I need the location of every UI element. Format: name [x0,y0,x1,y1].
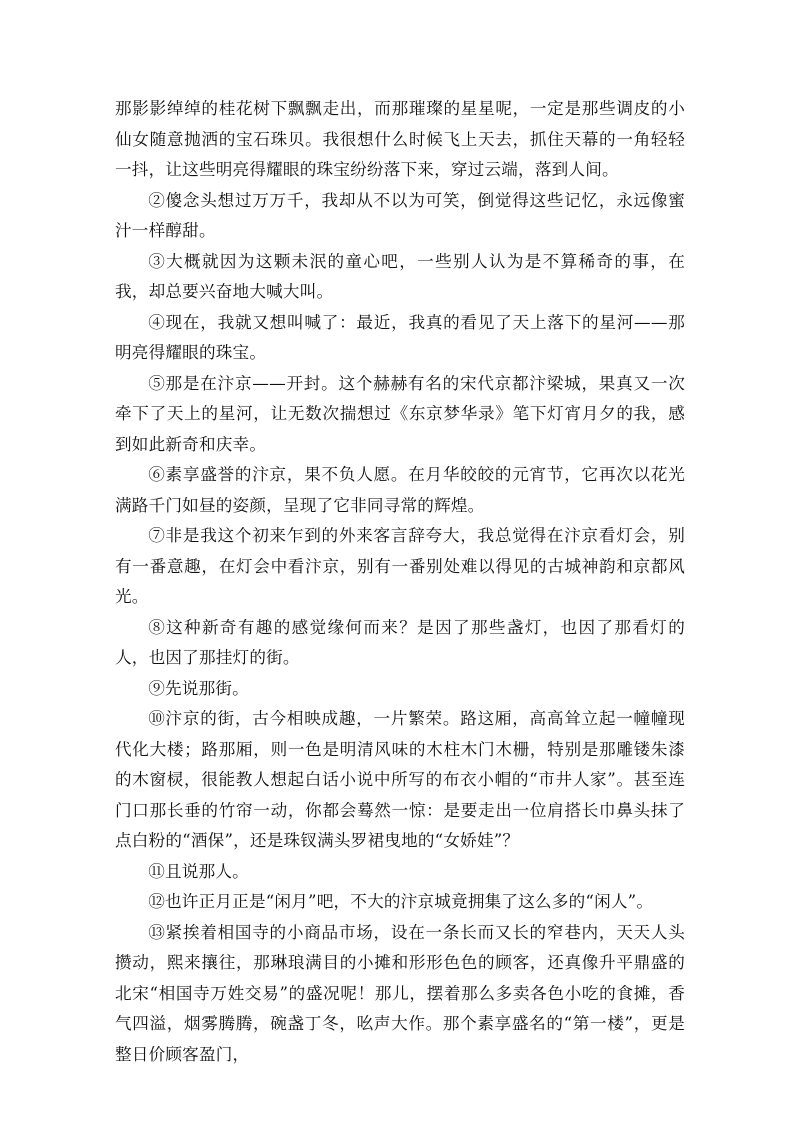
paragraph-7: ⑦非是我这个初来乍到的外来客言辞夸大，我总觉得在汴京看灯会，别有一番意趣，在灯会中看汴京，别有一番别处难以得见的古城神韵和京都风光。 [115,526,685,606]
paragraph-10: ⑩汴京的街，古今相映成趣，一片繁荣。路这厢，高高耸立起一幢幢现代化大楼；路那厢，则一色是明清风味的木柱木门木栅，特别是那雕镂朱漆的木窗棂，很能教人想起白话小说中所写的布衣小帽的“市井人家”。甚至连门口那长垂的竹帘一动，你都会蓦然一惊：是要走出一位肩搭长巾鼻头抹了点白粉的“酒保”，还是珠钗满头罗裙曳地的“女娇娃”？ [115,709,685,850]
paragraph-13: ⑬紧挨着相国寺的小商品市场，设在一条长而又长的窄巷内，天天人头攒动，熙来攘往，那琳琅满目的小摊和形形色色的顾客，还真像升平鼎盛的北宋“相国寺万姓交易”的盛况呢！那儿，摆着那么多卖各色小吃的食摊，香气四溢，烟雾腾腾，碗盏丁冬，吆声大作。那个素享盛名的“第一楼”，更是整日价顾客盈门， [115,922,685,1064]
paragraph-3: ③大概就因为这颗未泯的童心吧，一些别人认为是不算稀奇的事，在我，却总要兴奋地大喊大叫。 [115,251,685,301]
paragraph-9: ⑨先说那街。 [148,678,249,698]
paragraph-6: ⑥素享盛誉的汴京，果不负人愿。在月华皎皎的元宵节，它再次以花光满路千门如昼的姿颜，呈现了它非同寻常的辉煌。 [115,465,685,515]
article-body [115,94,685,1070]
paragraph-5: ⑤那是在汴京——开封。这个赫赫有名的宋代京都汴梁城，果真又一次牵下了天上的星河，让无数次揣想过《东京梦华录》笔下灯宵月夕的我，感到如此新奇和庆幸。 [115,373,685,454]
paragraph-2: ②傻念头想过万万千，我却从不以为可笑，倒觉得这些记忆，永远像蜜汁一样醇甜。 [115,190,685,240]
paragraph-8: ⑧这种新奇有趣的感觉缘何而来？是因了那些盏灯，也因了那看灯的人，也因了那挂灯的街。 [115,617,685,667]
paragraph-continued: 那影影绰绰的桂花树下飘飘走出，而那璀璨的星星呢，一定是那些调皮的小仙女随意抛洒的宝石珠贝。我很想什么时候飞上天去，抓住天幕的一角轻轻一抖，让这些明亮得耀眼的珠宝纷纷落下来，穿过云端，落到人间。 [115,99,685,179]
paragraph-12: ⑫也许正月正是“闲月”吧，不大的汴京城竟拥集了这么多的“闲人”。 [148,892,654,911]
paragraph-4: ④现在，我就又想叫喊了：最近，我真的看见了天上落下的星河——那明亮得耀眼的珠宝。 [115,312,685,362]
paragraph-11: ⑪且说那人。 [148,861,249,881]
